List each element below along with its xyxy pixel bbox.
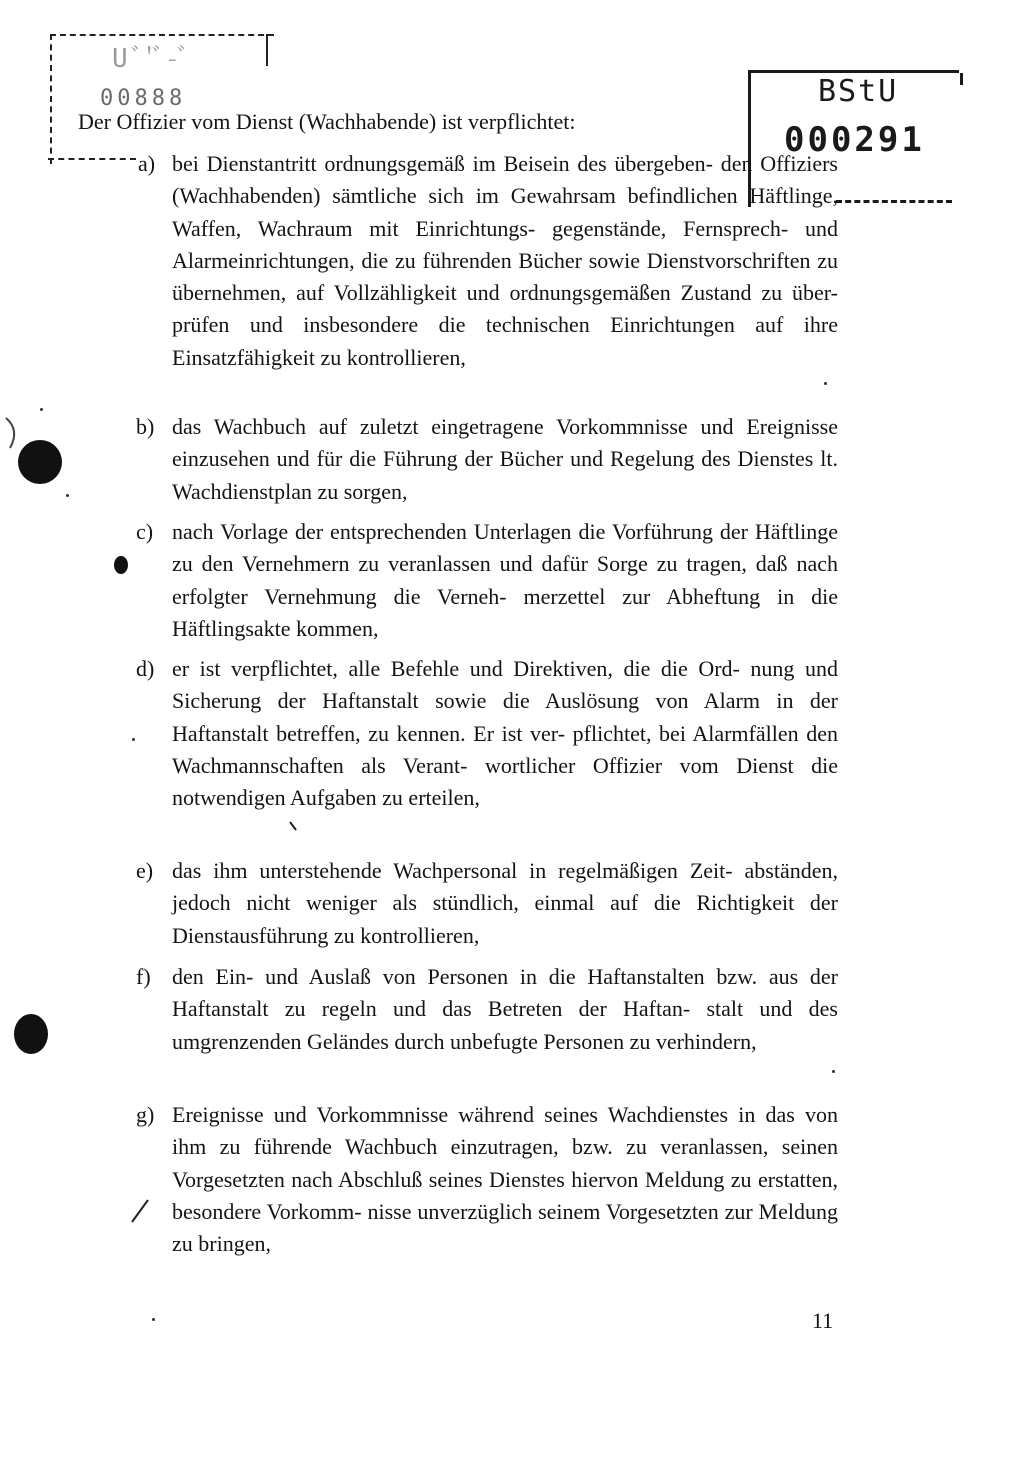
list-item-text: das Wachbuch auf zuletzt eingetragene Vorkommnisse und Ereignisse einzusehen und für die Führung der Bücher und Regelung des Dienstes lt. Wachdienstplan zu sorgen,: [172, 414, 838, 504]
list-item-letter: a): [138, 151, 156, 176]
list-item-text: bei Dienstantritt ordnungsgemäß im Beisein des übergeben- den Offiziers (Wachhabenden) sämtliche sich im Gewahrsam befindlichen Häftlinge, Waffen, Wachraum mit Einrichtungs- gegenstände, Fernsprech- und Alarmeinrichtungen, die zu führenden Bücher sowie Dienstvorschriften zu übernehmen, auf Vollzähligkeit und ordnungsgemäßen Zustand zu über- prüfen und insbesondere die technischen Einrichtungen auf ihre Einsatzfähigkeit zu kontrollieren,: [172, 151, 838, 370]
list-item-letter: b): [136, 414, 155, 439]
bstu-stamp-label: BStU: [818, 74, 899, 109]
ink-speck: [132, 738, 135, 741]
bstu-stamp-underline: [836, 200, 952, 203]
stamp-frame-dash: [48, 158, 136, 160]
list-item-letter: f): [136, 964, 151, 989]
ink-blot: [18, 440, 62, 484]
stamp-frame-edge: [266, 34, 268, 66]
list-item-letter: g): [136, 1102, 155, 1127]
list-item-text: Ereignisse und Vorkommnisse während seines Wachdienstes in das von ihm zu führende Wachbuch einzutragen, bzw. zu veranlassen, seinen Vorgesetzten nach Abschluß seines Dienstes hiervon Meldung zu erstatten, besondere Vorkomm- nisse unverzüglich seinem Vorgesetzten zur Meldung zu bringen,: [172, 1102, 838, 1257]
list-item-letter: e): [136, 858, 154, 883]
faint-stamp: Uﾞ'ﾞ-ﾞ: [112, 44, 193, 74]
ink-blot: [114, 556, 128, 574]
intro-sentence: Der Offizier vom Dienst (Wachhabende) ist verpflichtet:: [78, 109, 576, 134]
ink-speck: [152, 1318, 155, 1321]
list-item-text: das ihm unterstehende Wachpersonal in regelmäßigen Zeit- abständen, jedoch nicht weniger als stündlich, einmal auf die Richtigkeit der Dienstausführung zu kontrollieren,: [172, 858, 838, 948]
list-item-text: nach Vorlage der entsprechenden Unterlagen die Vorführung der Häftlinge zu den Vernehmern zu veranlassen und dafür Sorge zu tragen, daß nach erfolgter Vernehmung die Verneh- merzettel zur Abheftung in die Häftlingsakte kommen,: [172, 519, 838, 641]
pen-stroke-mark: [132, 1200, 148, 1222]
list-item-text: er ist verpflichtet, alle Befehle und Direktiven, die die Ord- nung und Sicherung der Haftanstalt sowie die Auslösung von Alarm in der Haftanstalt betreffen, zu kennen. Er ist ver- pflichtet, bei Alarmfällen den Wachmannschaften als Verant- wortlicher Offizier vom Dienst die notwendigen Aufgaben zu erteilen,: [172, 656, 838, 811]
ink-blot: [14, 1014, 48, 1054]
list-item-letter: c): [136, 519, 154, 544]
page-number: 11: [812, 1308, 834, 1333]
ink-speck: [824, 382, 827, 385]
ink-speck: [40, 408, 43, 411]
pen-tick-mark: [290, 822, 296, 830]
ink-speck: [66, 494, 69, 497]
scan-edge-mark: [6, 418, 14, 448]
bstu-archive-number: 000291: [784, 120, 925, 160]
list-item-letter: d): [136, 656, 155, 681]
list-item-text: den Ein- und Auslaß von Personen in die Haftanstalten bzw. aus der Haftanstalt zu regeln und das Betreten der Haftan- stalt und des umgrenzenden Geländes durch unbefugte Personen zu verhindern,: [172, 964, 838, 1054]
ink-speck: [832, 1070, 835, 1073]
faint-archive-code: 00888: [100, 86, 187, 111]
